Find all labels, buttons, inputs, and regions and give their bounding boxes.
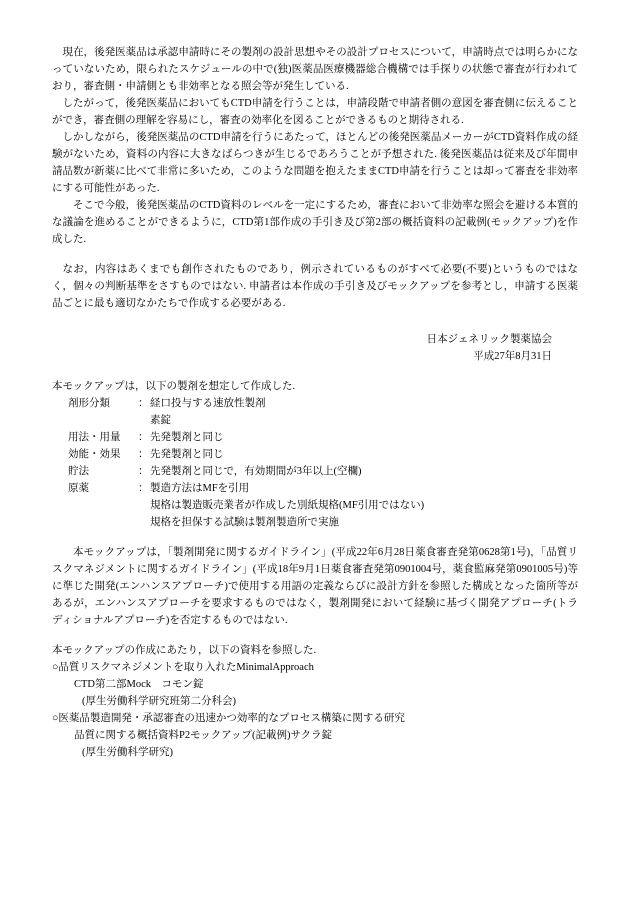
spec-row <box>52 429 578 446</box>
spec-description: 先発製剤と同じ <box>150 432 224 443</box>
spec-row <box>52 446 578 463</box>
spec-description: 先発製剤と同じで，有効期間が3年以上(空欄) <box>150 466 362 477</box>
references-list <box>52 659 578 761</box>
spec-term: 用法・用量 <box>68 432 121 443</box>
spec-separator: ： <box>138 483 149 494</box>
guideline-paragraph: 本モックアップは，「製剤開発に関するガイドライン」(平成22年6月28日薬食審査発第0628第1号)，「品質リスクマネジメントに関するガイドライン」(平成18年9月1日薬食審査発第0901004号，薬食監麻発第0901005号)等に準じた開発(エンハンスアプローチ)で使用する用語の定義ならびに設計方針を参照した構成となった箇所等があるが，エンハンスアプローチを要求するものではなく，製剤開発において経験に基づく開発アプローチ(トラディショナルアプローチ)を否定するものではない. <box>52 547 578 626</box>
spacer <box>52 365 578 378</box>
spec-term: 原薬 <box>68 483 89 494</box>
spec-description-extra: 素錠 <box>150 415 171 426</box>
spec-separator: ： <box>138 449 149 460</box>
reference-heading: ○品質リスクマネジメントを取り入れたMinimalApproach <box>52 662 314 673</box>
reference-source: (厚生労働科学研究班第二分科会) <box>82 696 236 707</box>
spec-row <box>52 395 578 412</box>
signature-organization: 日本ジェネリック製薬協会 <box>426 334 552 345</box>
spec-description: 製造方法はMFを引用 <box>150 483 250 494</box>
spacer <box>52 629 578 642</box>
spacer <box>52 531 578 544</box>
spec-separator: ： <box>138 398 149 409</box>
spec-description-extra: 規格は製造販売業者が作成した別紙規格(MF引用ではない) <box>150 500 425 511</box>
mockup-intro: 本モックアップは，以下の製剤を想定して作成した. <box>52 381 296 392</box>
reference-subitem: 品質に関する概括資料P2モックアップ(記載例)サクラ錠 <box>74 730 333 741</box>
spec-description: 先発製剤と同じ <box>150 449 224 460</box>
spec-term: 剤形分類 <box>68 398 110 409</box>
spec-separator: ： <box>138 432 149 443</box>
references-intro: 本モックアップの作成にあたり，以下の資料を参照した. <box>52 645 317 656</box>
spec-description: 経口投与する速放性製剤 <box>150 398 266 409</box>
spec-term: 貯法 <box>68 466 89 477</box>
spec-row <box>52 463 578 480</box>
spec-list <box>52 395 578 531</box>
spacer <box>52 312 578 331</box>
spec-row <box>52 480 578 497</box>
spec-description-extra: 規格を担保する試験は製剤製造所で実施 <box>150 517 339 528</box>
spec-term: 効能・効果 <box>68 449 121 460</box>
spacer <box>52 248 578 261</box>
paragraph-4: そこで今般，後発医薬品のCTD資料のレベルを一定にするため，審査において非効率な照会を避ける本質的な議論を進めることができるように，CTD第1部作成の手引き及び第2部の概括資料の記載例(モックアップ)を作成した. <box>52 200 578 245</box>
paragraph-2: したがって，後発医薬品においてもCTD申請を行うことは，申請段階で申請者側の意図を審査側に伝えることができ，審査側の理解を容易にし，審査の効率化を図ることができるものと期待される. <box>52 98 578 126</box>
paragraph-3: しかしながら，後発医薬品のCTD申請を行うにあたって，ほとんどの後発医薬品メーカーがCTD資料作成の経験がないため，資料の内容に大きなばらつきが生じるであろうことが予想された. 後発医薬品は従来及び年間申請品数が新薬に比べて非常に多いため，このような問題を抱えたままCTD申請を行うことは却って審査を非効率にする可能性があった. <box>52 132 578 194</box>
reference-source: (厚生労働科学研究) <box>82 747 173 758</box>
reference-subitem: CTD第二部Mock コモン錠 <box>74 679 204 690</box>
spec-separator: ： <box>138 466 149 477</box>
paragraph-1: 現在，後発医薬品は承認申請時にその製剤の設計思想やその設計プロセスについて，申請時点では明らかになっていないため，限られたスケジュールの中で(独)医薬品医療機器総合機構では手探りの状態で審査が行われており，審査側・申請側とも非効率となる照会等が発生している. <box>52 47 578 92</box>
signature-date: 平成27年8月31日 <box>473 351 552 362</box>
paragraph-5: なお，内容はあくまでも創作されたものであり，例示されているものがすべて必要(不要)というものではなく，個々の判断基準をさすものではない. 申請者は本作成の手引き及びモックアップを参考とし，申請する医薬品ごとに最も適切なかたちで作成する必要がある. <box>52 264 578 309</box>
reference-heading: ○医薬品製造開発・承認審査の迅速かつ効率的なプロセス構築に関する研究 <box>52 713 405 724</box>
